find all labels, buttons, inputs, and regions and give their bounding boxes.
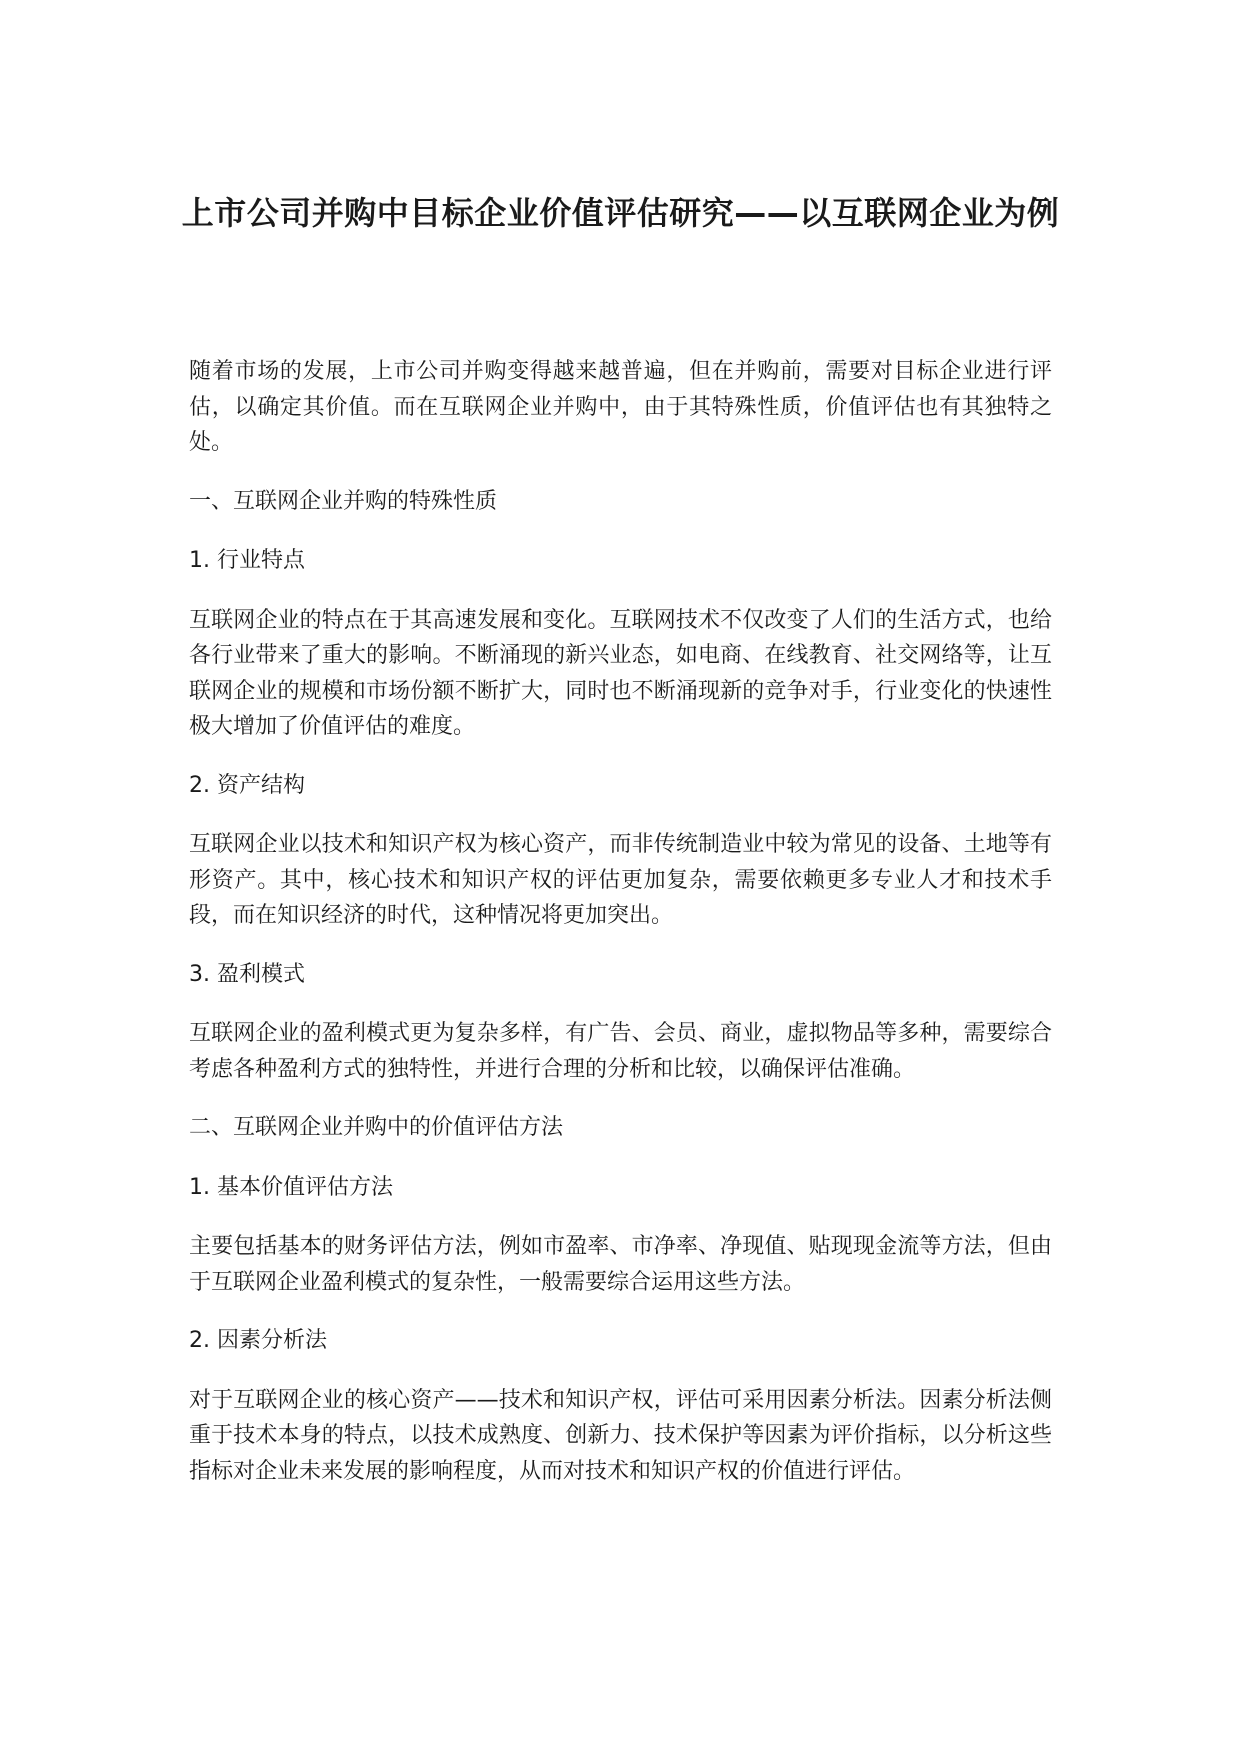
paragraph-asset-structure: 互联网企业以技术和知识产权为核心资产，而非传统制造业中较为常见的设备、土地等有形资产。其中，核心技术和知识产权的评估更加复杂，需要依赖更多专业人才和技术手段，而在知识经济的时代，这种情况将更加突出。 <box>189 832 1052 928</box>
paragraph-basic-valuation: 主要包括基本的财务评估方法，例如市盈率、市净率、净现值、贴现现金流等方法，但由于互联网企业盈利模式的复杂性，一般需要综合运用这些方法。 <box>189 1234 1052 1295</box>
subheading-industry-features: 1. 行业特点 <box>189 548 305 573</box>
section-heading-1: 一、互联网企业并购的特殊性质 <box>189 488 498 514</box>
section-heading-2: 二、互联网企业并购中的价值评估方法 <box>189 1115 564 1140</box>
paragraph-profit-model: 互联网企业的盈利模式更为复杂多样，有广告、会员、商业，虚拟物品等多种，需要综合考虑各种盈利方式的独特性，并进行合理的分析和比较，以确保评估准确。 <box>189 1021 1052 1082</box>
document-body <box>189 354 1052 1512</box>
document-title: 上市公司并购中目标企业价值评估研究——以互联网企业为例 <box>181 194 1060 232</box>
subheading-factor-analysis: 2. 因素分析法 <box>189 1328 327 1353</box>
paragraph-industry-features: 互联网企业的特点在于其高速发展和变化。互联网技术不仅改变了人们的生活方式，也给各行业带来了重大的影响。不断涌现的新兴业态，如电商、在线教育、社交网络等，让互联网企业的规模和市场份额不断扩大，同时也不断涌现新的竞争对手，行业变化的快速性极大增加了价值评估的难度。 <box>189 607 1052 739</box>
paragraph-intro: 随着市场的发展，上市公司并购变得越来越普遍，但在并购前，需要对目标企业进行评估，以确定其价值。而在互联网企业并购中，由于其特殊性质，价值评估也有其独特之处。 <box>189 359 1052 455</box>
subheading-asset-structure: 2. 资产结构 <box>189 772 305 798</box>
subheading-profit-model: 3. 盈利模式 <box>189 961 305 987</box>
subheading-basic-valuation: 1. 基本价值评估方法 <box>189 1174 393 1200</box>
paragraph-factor-analysis: 对于互联网企业的核心资产——技术和知识产权，评估可采用因素分析法。因素分析法侧重于技术本身的特点，以技术成熟度、创新力、技术保护等因素为评价指标，以分析这些指标对企业未来发展的影响程度，从而对技术和知识产权的价值进行评估。 <box>189 1387 1052 1484</box>
